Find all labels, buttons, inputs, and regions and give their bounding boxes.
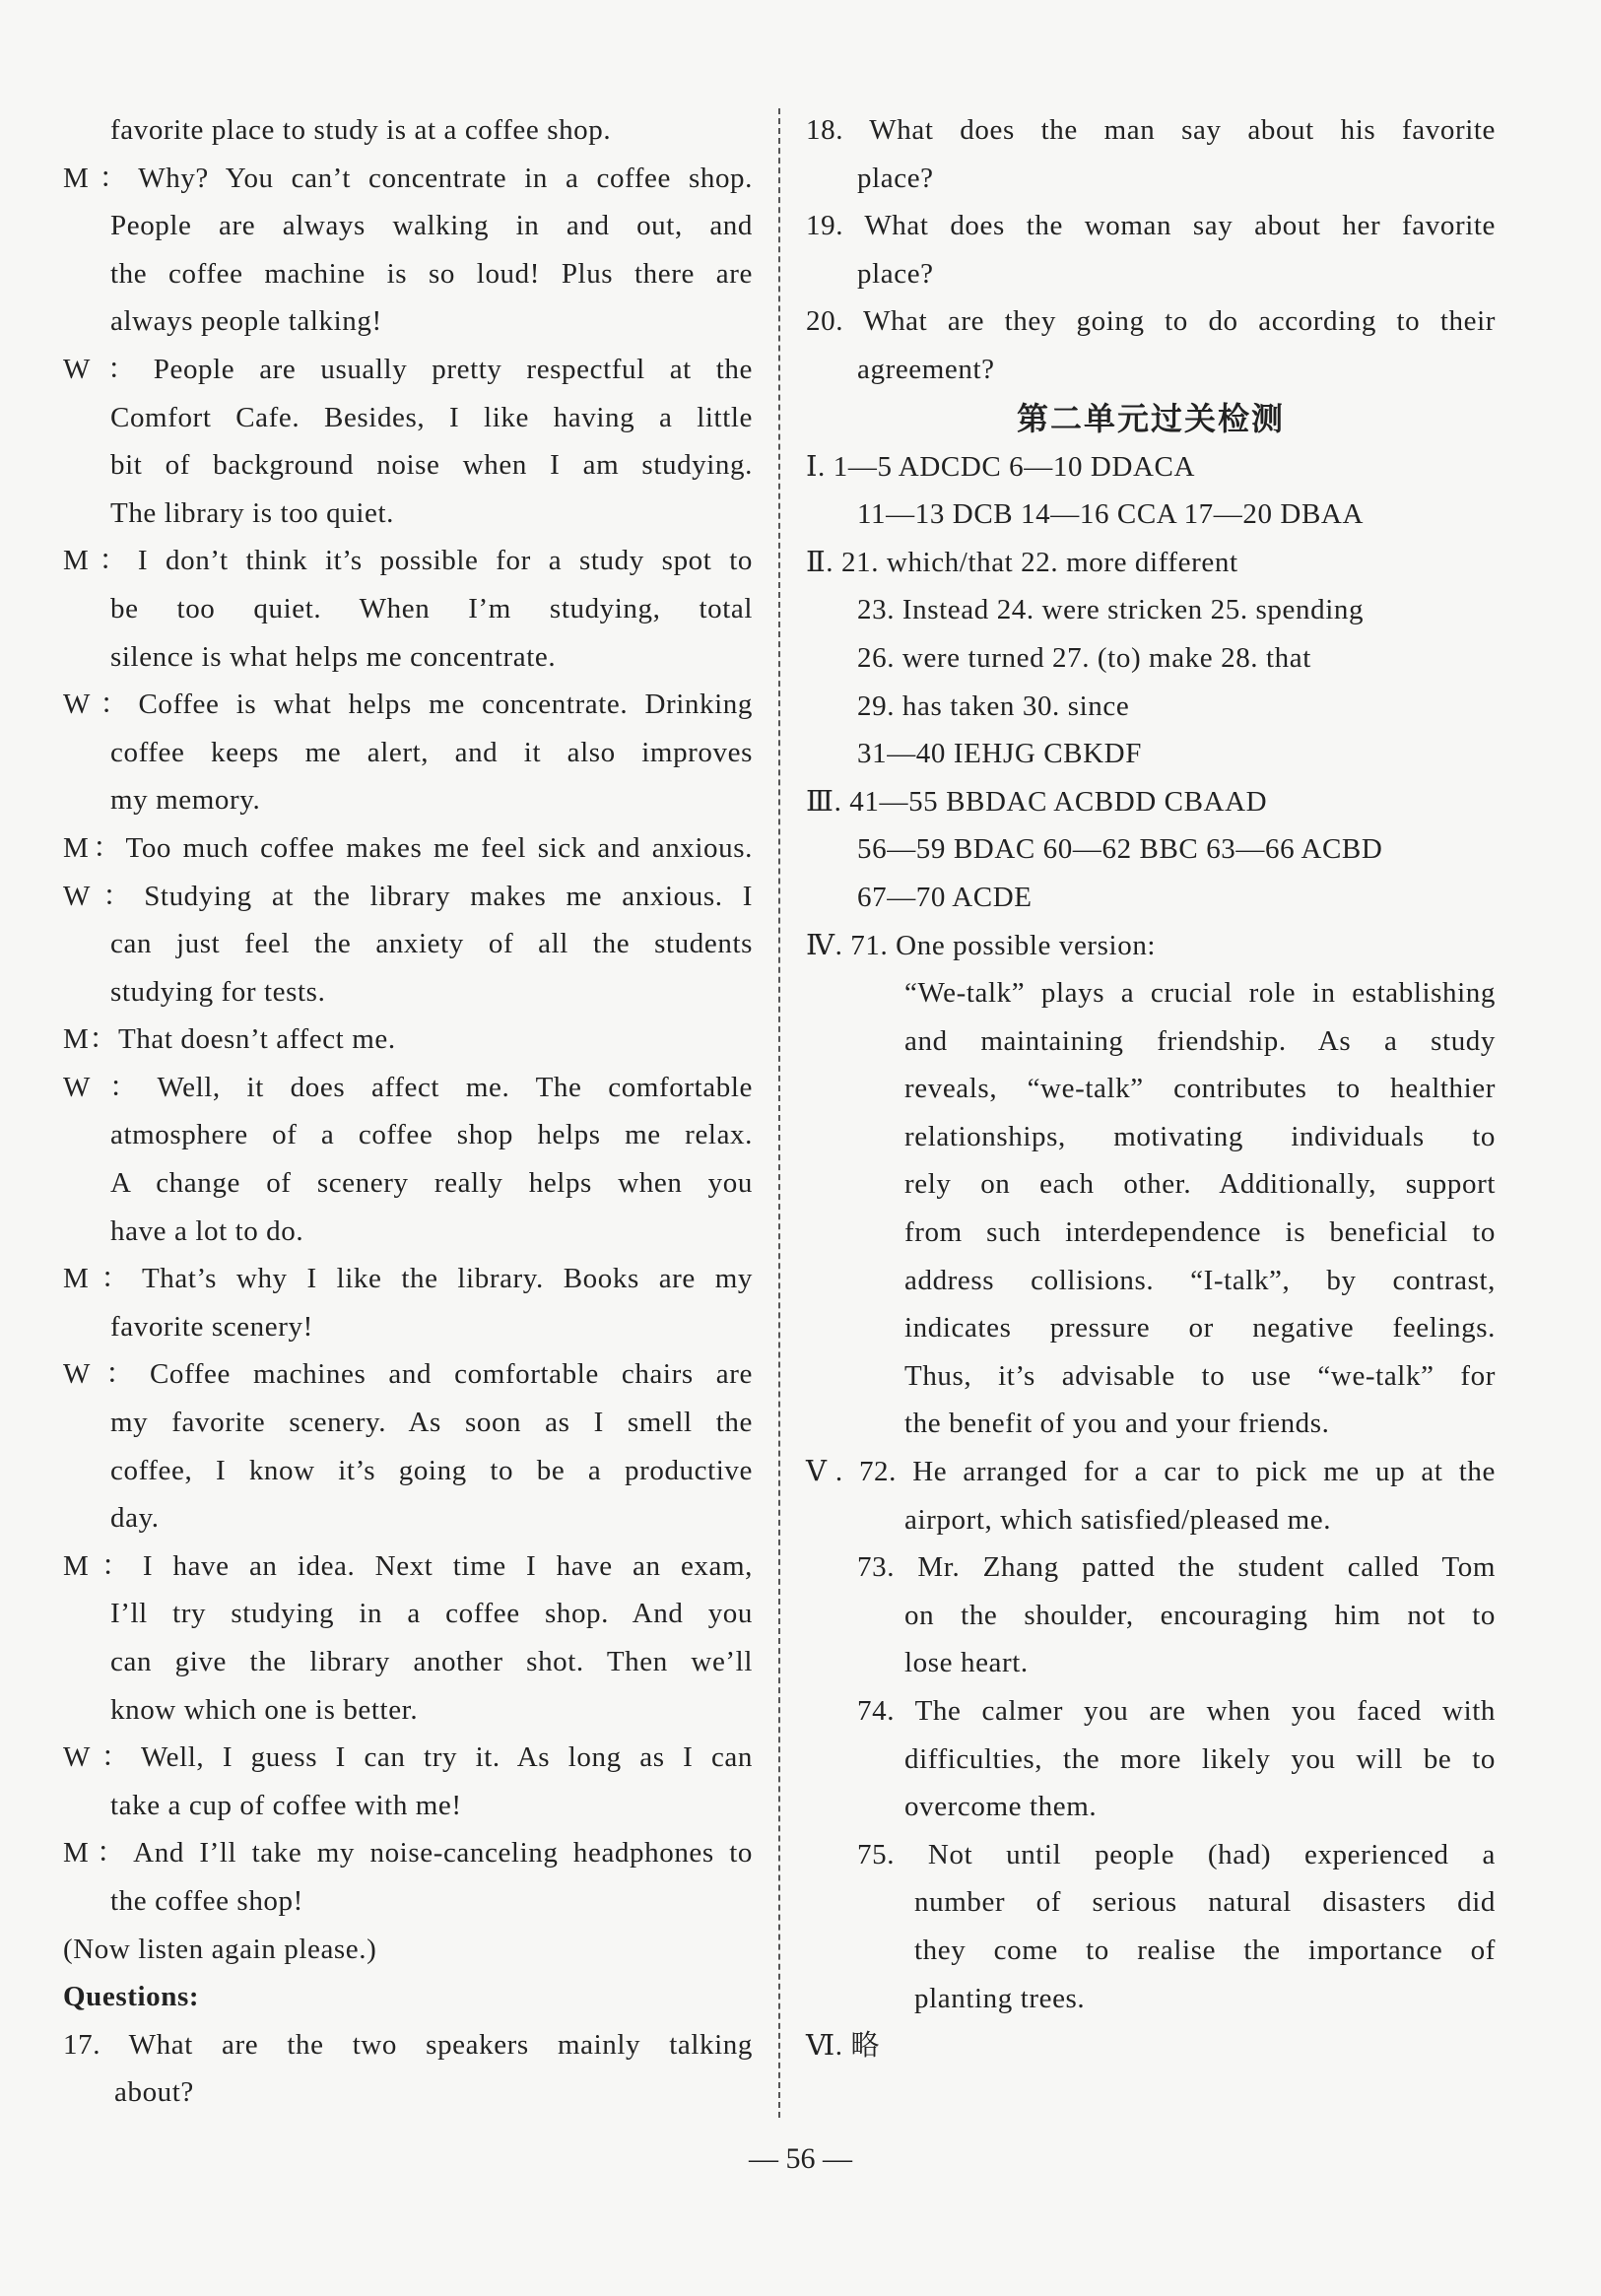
text-line: atmosphere of a coffee shop helps me relax. — [110, 1119, 753, 1151]
text-line: 23. Instead 24. were stricken 25. spending — [857, 594, 1365, 626]
left-column — [63, 106, 753, 2117]
text-line: the benefit of you and your friends. — [904, 1408, 1330, 1440]
text-line: M：Too much coffee makes me feel sick and anxious. — [63, 831, 753, 864]
text-line: the coffee shop! — [110, 1884, 303, 1917]
text-line: “We-talk” plays a crucial role in establishing — [904, 977, 1496, 1010]
text-line: 31—40 IEHJG CBKDF — [857, 738, 1142, 770]
text-line: reveals, “we-talk” contributes to healthier — [904, 1073, 1496, 1105]
right-column — [806, 106, 1496, 2070]
text-line: coffee keeps me alert, and it also improves — [110, 736, 753, 768]
text-line: address collisions. “I-talk”, by contrast, — [904, 1264, 1496, 1296]
text-line: M：That doesn’t affect me. — [63, 1023, 396, 1056]
text-line: can just feel the anxiety of all the students — [110, 928, 753, 960]
text-line: I’ll try studying in a coffee shop. And you — [110, 1598, 753, 1630]
text-line: know which one is better. — [110, 1693, 419, 1726]
text-line: W：Well, it does affect me. The comfortable — [63, 1071, 753, 1103]
text-line: 26. were turned 27. (to) make 28. that — [857, 641, 1311, 674]
text-line: A change of scenery really helps when you — [110, 1167, 753, 1200]
text-line: airport, which satisfied/pleased me. — [904, 1503, 1332, 1536]
text-line: agreement? — [857, 353, 995, 385]
text-line: my favorite scenery. As soon as I smell the — [110, 1407, 753, 1439]
text-line: from such interdependence is beneficial to — [904, 1216, 1496, 1249]
text-line: 74. The calmer you are when you faced with — [857, 1695, 1496, 1727]
text-line: M：And I’ll take my noise-canceling headphones to — [63, 1837, 753, 1870]
text-line: W：Coffee is what helps me concentrate. Drinking — [63, 689, 753, 721]
text-line: Ⅳ. 71. One possible version: — [806, 929, 1157, 961]
text-line: The library is too quiet. — [110, 496, 395, 529]
text-line: 18. What does the man say about his favorite — [806, 114, 1496, 146]
text-line: M：Why? You can’t concentrate in a coffee shop. — [63, 162, 753, 194]
text-line: number of serious natural disasters did — [914, 1886, 1496, 1919]
text-line: favorite scenery! — [110, 1310, 313, 1343]
text-line: Ⅴ. 72. He arranged for a car to pick me up at the — [806, 1456, 1496, 1488]
text-line: M：I have an idea. Next time I have an exam, — [63, 1549, 753, 1582]
text-line: coffee, I know it’s going to be a productive — [110, 1454, 753, 1486]
text-line: silence is what helps me concentrate. — [110, 640, 557, 673]
text-line: difficulties, the more likely you will be to — [904, 1742, 1496, 1775]
text-line: 17. What are the two speakers mainly talking — [63, 2028, 753, 2061]
text-line: Ⅲ. 41—55 BBDAC ACBDD CBAAD — [806, 785, 1268, 818]
text-line: 19. What does the woman say about her favorite — [806, 210, 1496, 242]
text-line: overcome them. — [904, 1791, 1098, 1823]
text-line: they come to realise the importance of — [914, 1934, 1496, 1966]
column-divider — [778, 108, 780, 2118]
text-line: planting trees. — [914, 1982, 1086, 2014]
text-line: indicates pressure or negative feelings. — [904, 1312, 1496, 1345]
text-line: 56—59 BDAC 60—62 BBC 63—66 ACBD — [857, 833, 1383, 866]
text-line: 20. What are they going to do according to their — [806, 305, 1496, 338]
text-line: rely on each other. Additionally, support — [904, 1168, 1496, 1201]
text-line: on the shoulder, encouraging him not to — [904, 1599, 1496, 1631]
text-line: Comfort Cafe. Besides, I like having a little — [110, 401, 753, 433]
text-line: the coffee machine is so loud! Plus there are — [110, 257, 753, 290]
text-line: People are always walking in and out, and — [110, 210, 753, 242]
text-line: W：Well, I guess I can try it. As long as I can — [63, 1741, 753, 1774]
text-line: have a lot to do. — [110, 1214, 304, 1247]
text-line: day. — [110, 1502, 160, 1535]
text-line: Ⅵ. 略 — [806, 2030, 881, 2063]
text-line: favorite place to study is at a coffee shop. — [110, 114, 612, 146]
text-line: relationships, motivating individuals to — [904, 1120, 1496, 1152]
text-line: my memory. — [110, 784, 261, 817]
text-line: and maintaining friendship. As a study — [904, 1024, 1496, 1057]
text-line: place? — [857, 257, 934, 290]
answer-key — [806, 443, 1496, 2070]
text-line: (Now listen again please.) — [63, 1933, 377, 1965]
text-line: W：Coffee machines and comfortable chairs are — [63, 1358, 753, 1391]
text-line: 11—13 DCB 14—16 CCA 17—20 DBAA — [857, 498, 1365, 531]
text-line: 29. has taken 30. since — [857, 689, 1130, 722]
text-line: about? — [114, 2076, 194, 2109]
text-line: 67—70 ACDE — [857, 881, 1033, 913]
text-line: take a cup of coffee with me! — [110, 1789, 462, 1821]
text-line: Ⅱ. 21. which/that 22. more different — [806, 546, 1238, 578]
text-line: M：That’s why I like the library. Books are my — [63, 1263, 753, 1295]
text-line: can give the library another shot. Then we’ll — [110, 1646, 753, 1677]
text-line: M：I don’t think it’s possible for a study spot to — [63, 545, 753, 577]
text-line: W：People are usually pretty respectful at the — [63, 353, 753, 385]
text-line: place? — [857, 162, 934, 194]
text-line: bit of background noise when I am studying. — [110, 449, 753, 482]
text-line: Questions: — [63, 1981, 200, 2013]
text-line: be too quiet. When I’m studying, total — [110, 592, 753, 624]
text-line: 73. Mr. Zhang patted the student called Tom — [857, 1551, 1496, 1584]
text-line: W：Studying at the library makes me anxious. I — [63, 880, 753, 912]
text-line: Thus, it’s advisable to use “we-talk” for — [904, 1359, 1496, 1392]
text-line: 75. Not until people (had) experienced a — [857, 1838, 1496, 1870]
unit-title: 第二单元过关检测 — [1016, 399, 1285, 437]
text-line: Ⅰ. 1—5 ADCDC 6—10 DDACA — [806, 450, 1196, 483]
text-line: always people talking! — [110, 305, 382, 338]
text-line: lose heart. — [904, 1647, 1029, 1679]
text-line: studying for tests. — [110, 975, 326, 1008]
listening-questions — [806, 106, 1496, 394]
page-number: — 56 — — [749, 2142, 852, 2175]
